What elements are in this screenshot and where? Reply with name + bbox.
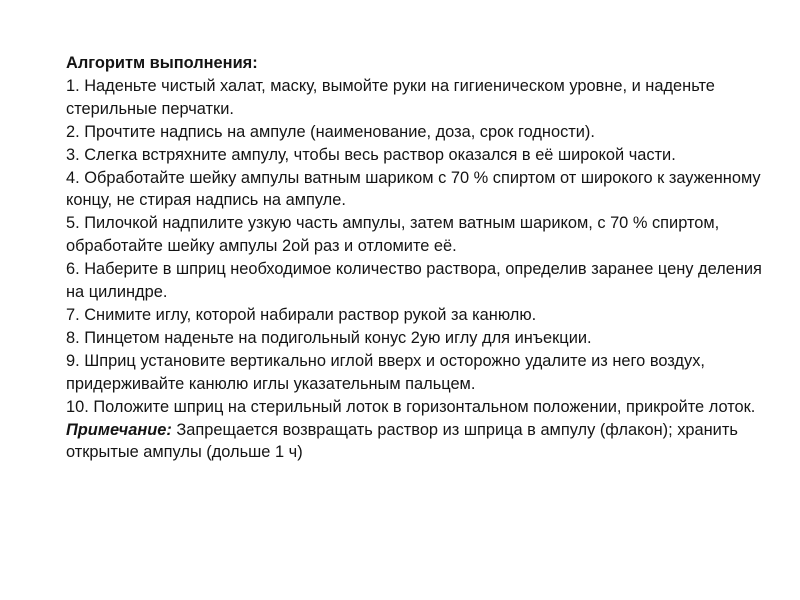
note-paragraph: [66, 419, 766, 465]
step-8: 8. Пинцетом наденьте на подигольный конус 2ую иглу для инъекции.: [66, 328, 592, 347]
step-10: 10. Положите шприц на стерильный лоток в горизонтальном положении, прикройте лоток.: [66, 397, 756, 416]
step-9: 9. Шприц установите вертикально иглой вверх и осторожно удалите из него воздух, придерживайте канюлю иглы указательным пальцем.: [66, 351, 705, 393]
algorithm-heading: Алгоритм выполнения:: [66, 54, 258, 72]
note-label: Примечание:: [66, 420, 172, 439]
step-4: 4. Обработайте шейку ампулы ватным шариком с 70 % спиртом от широкого к зауженному концу, не стирая надпись на ампуле.: [66, 168, 761, 210]
step-2: 2. Прочтите надпись на ампуле (наименование, доза, срок годности).: [66, 122, 595, 141]
step-6: 6. Наберите в шприц необходимое количество раствора, определив заранее цену деления на цилиндре.: [66, 260, 762, 302]
step-3: 3. Слегка встряхните ампулу, чтобы весь раствор оказался в её широкой части.: [66, 145, 676, 164]
document-body: [66, 52, 766, 464]
step-5: 5. Пилочкой надпилите узкую часть ампулы, затем ватным шариком, с 70 % спиртом, обработайте шейку ампулы 2ой раз и отломите её.: [66, 214, 720, 256]
algorithm-steps: [66, 75, 766, 419]
step-7: 7. Снимите иглу, которой набирали раствор рукой за канюлю.: [66, 305, 537, 324]
step-1: 1. Наденьте чистый халат, маску, вымойте руки на гигиеническом уровне, и наденьте стерильные перчатки.: [66, 76, 715, 118]
note-text: Запрещается возвращать раствор из шприца в ампулу (флакон); хранить открытые ампулы (дольше 1 ч): [66, 420, 738, 462]
